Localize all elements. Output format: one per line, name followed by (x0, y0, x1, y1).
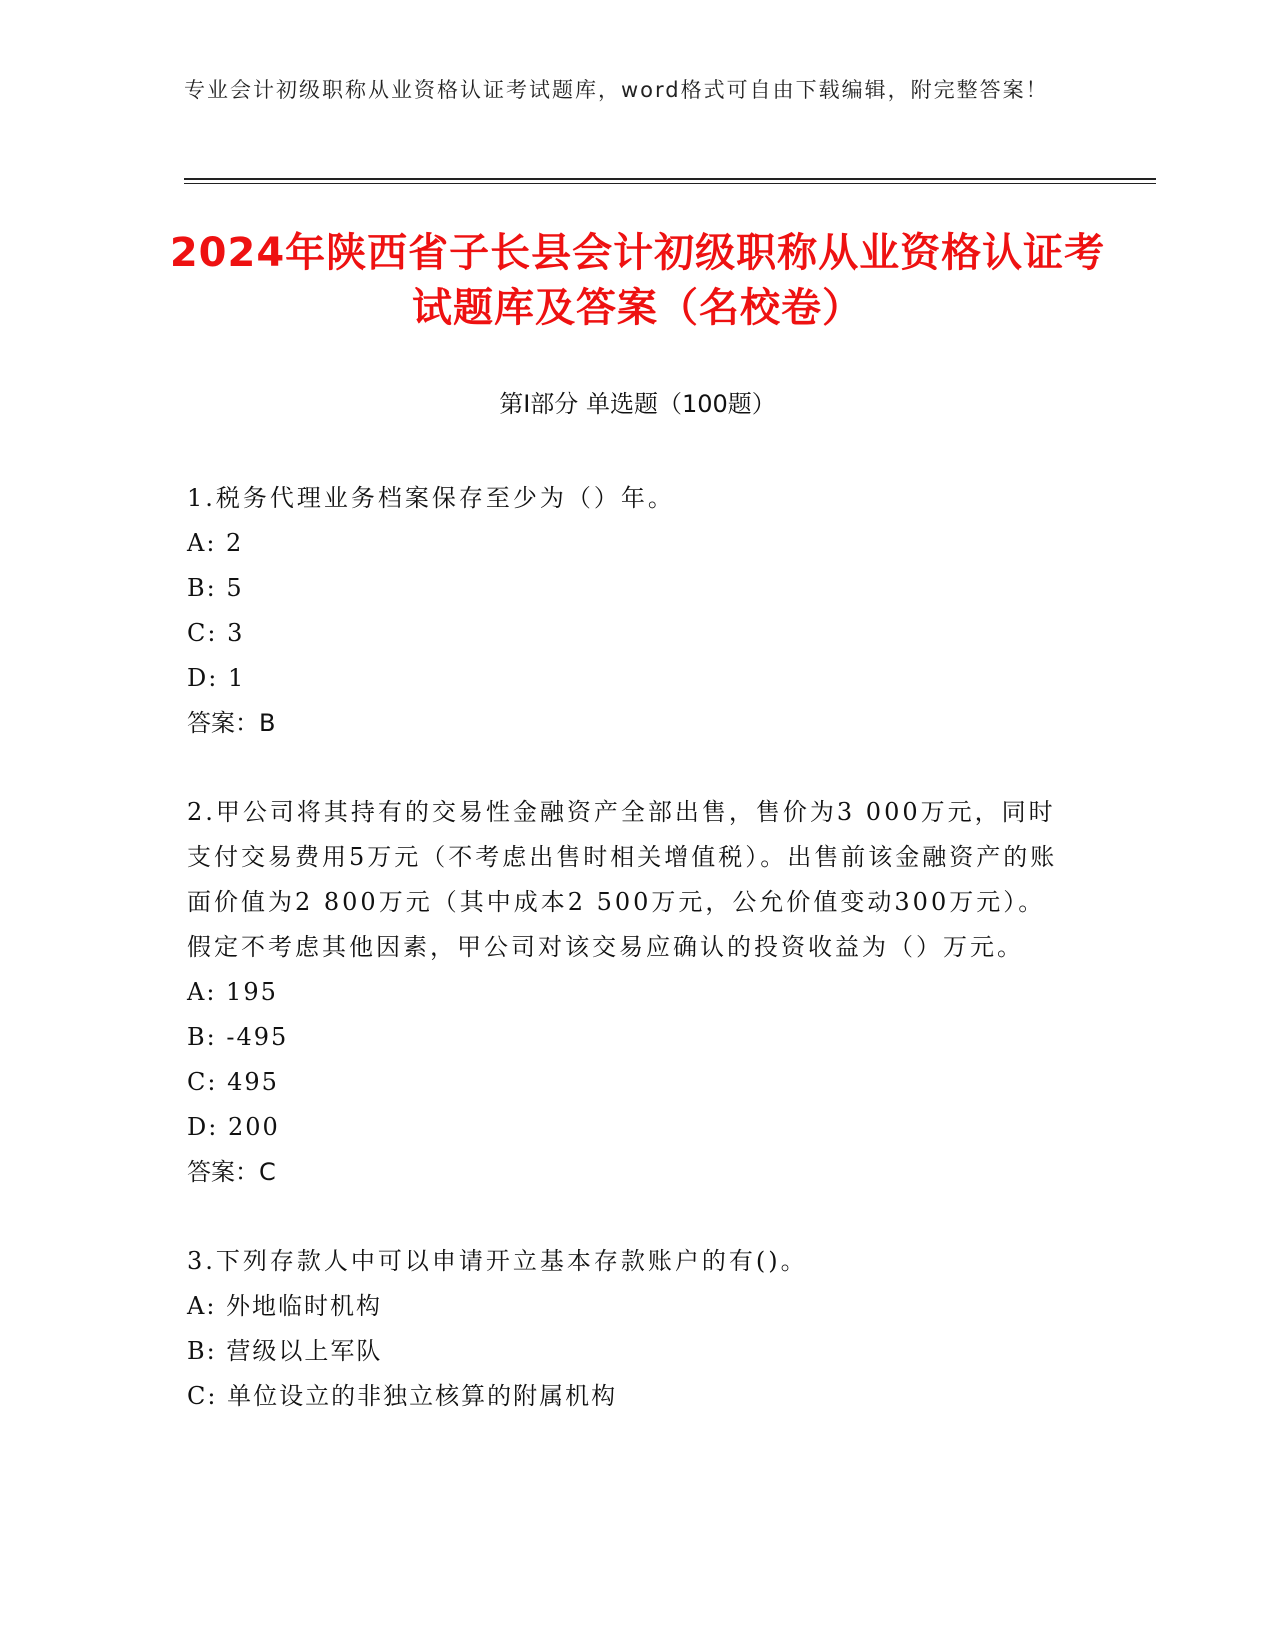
question-3 (187, 1239, 1067, 1419)
section-heading: 第Ⅰ部分 单选题（100题） (499, 390, 776, 418)
document-title: 2024年陕西省子长县会计初级职称从业资格认证考试题库及答案（名校卷） (169, 230, 1106, 331)
option-c: C: 495 (187, 1068, 279, 1096)
header-rule-thick (184, 178, 1156, 180)
question-list (187, 476, 1067, 1463)
question-stem: 3.下列存款人中可以申请开立基本存款账户的有()。 (187, 1247, 808, 1275)
question-stem: 2.甲公司将其持有的交易性金融资产全部出售，售价为3 000万元，同时支付交易费用5万元（不考虑出售时相关增值税）。出售前该金融资产的账面价值为2 800万元（其中成本2 500万元，公允价值变动300万元）。假定不考虑其他因素，甲公司对该交易应确认的投资收益为（）万元。 (187, 798, 1058, 961)
answer: 答案：B (187, 709, 276, 737)
option-a: A: 外地临时机构 (187, 1292, 383, 1320)
question-1 (187, 476, 1067, 746)
answer: 答案：C (187, 1158, 276, 1186)
option-c: C: 3 (187, 619, 245, 647)
header-rule-thin (184, 183, 1156, 184)
option-b: B: 5 (187, 574, 244, 602)
header-note: 专业会计初级职称从业资格认证考试题库，word格式可自由下载编辑，附完整答案！ (184, 78, 1049, 102)
option-a: A: 2 (187, 529, 244, 557)
question-2 (187, 790, 1067, 1195)
question-stem: 1.税务代理业务档案保存至少为（）年。 (187, 484, 675, 512)
option-d: D: 200 (187, 1113, 280, 1141)
option-b: B: 营级以上军队 (187, 1337, 383, 1365)
option-b: B: -495 (187, 1023, 289, 1051)
option-a: A: 195 (187, 978, 278, 1006)
option-d: D: 1 (187, 664, 246, 692)
option-c: C: 单位设立的非独立核算的附属机构 (187, 1382, 618, 1410)
